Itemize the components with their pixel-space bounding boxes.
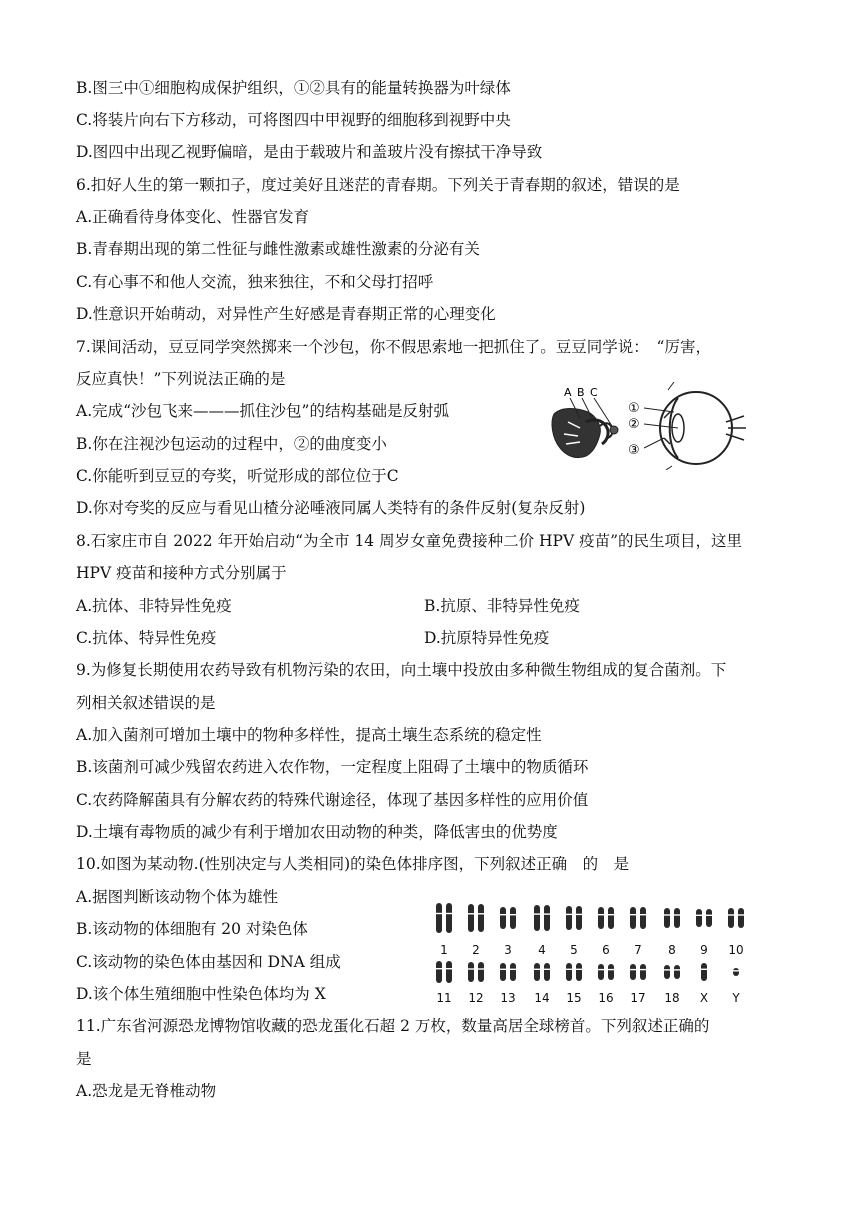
q9-option-d: D.土壤有毒物质的减少有利于增加农田动物的种类，降低害虫的优势度 (76, 823, 558, 841)
chromosome-pair-11 (436, 961, 452, 983)
chromosome-label-14: 14 (534, 991, 550, 1005)
chromosome-label-13: 13 (500, 991, 516, 1005)
chromosome-pair-10 (728, 908, 744, 928)
q9-option-b: B.该菌剂可减少残留农药进入农作物，一定程度上阻碍了土壤中的物质循环 (76, 758, 589, 776)
chromosome-label-4: 4 (538, 943, 546, 957)
q5-option-b: B.图三中①细胞构成保护组织，①②具有的能量转换器为叶绿体 (76, 79, 511, 97)
label-c: C (590, 386, 598, 399)
ear-eye-figure (546, 382, 756, 470)
chromosome-label-7: 7 (634, 943, 642, 957)
q9-stem-line1: 9.为修复长期使用农药导致有机物污染的农田，向土壤中投放由多种微生物组成的复合菌剂。下 (76, 661, 727, 679)
ear-illustration (552, 409, 618, 458)
chromosome-pair-8 (664, 908, 680, 928)
chromosome-label-17: 17 (630, 991, 646, 1005)
q10-option-a: A.据图判断该动物个体为雄性 (76, 888, 279, 906)
q10-option-b: B.该动物的体细胞有 20 对染色体 (76, 920, 308, 938)
chromosome-label-9: 9 (700, 943, 708, 957)
chromosome-label-8: 8 (668, 943, 676, 957)
q8-stem-line2: HPV 疫苗和接种方式分别属于 (76, 564, 287, 582)
q10-stem: 10.如图为某动物.(性别决定与人类相同)的染色体排序图，下列叙述正确 的 是 (76, 855, 630, 873)
chromosome-pair-17 (630, 964, 646, 980)
q8-stem-line1: 8.石家庄市自 2022 年开始启动“为全市 14 周岁女童免费接种二价 HPV 疫苗”的民生项目，这里 (76, 532, 743, 550)
q7-option-c: C.你能听到豆豆的夸奖，听觉形成的部位位于C (76, 467, 399, 485)
q11-stem-line1: 11.广东省河源恐龙博物馆收藏的恐龙蛋化石超 2 万枚，数量高居全球榜首。下列叙述正确的 (76, 1017, 710, 1035)
label-3: ③ (628, 443, 640, 458)
q6-option-a: A.正确看待身体变化、性器官发育 (76, 208, 310, 226)
chromosome-label-1: 1 (440, 943, 448, 957)
chromosome-pair-18 (664, 965, 680, 979)
q9-option-c: C.农药降解菌具有分解农药的特殊代谢途径，体现了基因多样性的应用价值 (76, 791, 589, 809)
q8-option-a: A.抗体、非特异性免疫 (76, 597, 232, 615)
q10-option-d: D.该个体生殖细胞中性染色体均为 X (76, 985, 326, 1003)
chromosome-label-2: 2 (472, 943, 480, 957)
chromosome-pair-14 (534, 963, 550, 981)
chromosome-pair-15 (566, 963, 582, 981)
label-b: B (577, 386, 585, 399)
chromosome-label-15: 15 (566, 991, 582, 1005)
q8-option-b: B.抗原、非特异性免疫 (424, 597, 580, 615)
q8-option-c: C.抗体、特异性免疫 (76, 629, 217, 647)
chromosome-label-6: 6 (602, 943, 610, 957)
chromosome-pair-Y (733, 968, 739, 976)
chromosome-pair-16 (598, 964, 614, 980)
chromosome-pair-2 (468, 904, 484, 932)
chromosome-pair-1 (436, 903, 452, 933)
chromosome-label-10: 10 (728, 943, 744, 957)
chromosome-pair-9 (696, 909, 712, 927)
q7-option-a: A.完成“沙包飞来———抓住沙包”的结构基础是反射弧 (76, 402, 449, 420)
q5-option-c: C.将装片向右下方移动，可将图四中甲视野的细胞移到视野中央 (76, 111, 511, 129)
chromosome-pair-6 (598, 907, 614, 929)
chromosome-label-Y: Y (732, 991, 740, 1005)
chromosome-pair-12 (468, 962, 484, 982)
q11-option-a: A.恐龙是无脊椎动物 (76, 1082, 217, 1100)
chromosome-label-12: 12 (468, 991, 484, 1005)
chromosome-pair-13 (500, 963, 516, 981)
chromosome-label-18: 18 (664, 991, 680, 1005)
chromosome-label-X: X (699, 991, 709, 1005)
q8-option-d: D.抗原特异性免疫 (424, 629, 550, 647)
q6-stem: 6.扣好人生的第一颗扣子，度过美好且迷茫的青春期。下列关于青春期的叙述，错误的是 (76, 176, 680, 194)
chromosome-label-11: 11 (436, 991, 452, 1005)
karyotype-figure (430, 896, 760, 1008)
chromosome-pair-X (701, 963, 707, 981)
chromosome-pair-4 (534, 905, 550, 931)
label-2: ② (628, 417, 640, 432)
eye-illustration (660, 382, 746, 470)
q7-stem-line2: 反应真快！”下列说法正确的是 (76, 370, 286, 388)
q10-option-c: C.该动物的染色体由基因和 DNA 组成 (76, 953, 341, 971)
label-1: ① (628, 401, 640, 416)
q7-option-b: B.你在注视沙包运动的过程中，②的曲度变小 (76, 435, 387, 453)
q6-option-c: C.有心事不和他人交流，独来独往，不和父母打招呼 (76, 273, 434, 291)
chromosome-label-3: 3 (504, 943, 512, 957)
chromosome-pair-3 (500, 907, 516, 929)
label-a: A (564, 386, 572, 399)
q7-option-d: D.你对夸奖的反应与看见山楂分泌唾液同属人类特有的条件反射(复杂反射) (76, 499, 586, 517)
q7-stem-line1: 7.课间活动，豆豆同学突然掷来一个沙包，你不假思索地一把抓住了。豆豆同学说： “厉害， (76, 338, 711, 356)
q11-stem-line2: 是 (76, 1050, 92, 1068)
q6-option-d: D.性意识开始萌动，对异性产生好感是青春期正常的心理变化 (76, 305, 496, 323)
q9-stem-line2: 列相关叙述错误的是 (76, 694, 216, 712)
q5-option-d: D.图四中出现乙视野偏暗，是由于载玻片和盖玻片没有擦拭干净导致 (76, 143, 543, 161)
chromosome-pair-7 (630, 907, 646, 929)
chromosome-label-5: 5 (570, 943, 578, 957)
chromosome-pair-5 (566, 906, 582, 930)
q9-option-a: A.加入菌剂可增加土壤中的物种多样性，提高土壤生态系统的稳定性 (76, 726, 542, 744)
chromosome-label-16: 16 (598, 991, 614, 1005)
q6-option-b: B.青春期出现的第二性征与雌性激素或雄性激素的分泌有关 (76, 240, 480, 258)
